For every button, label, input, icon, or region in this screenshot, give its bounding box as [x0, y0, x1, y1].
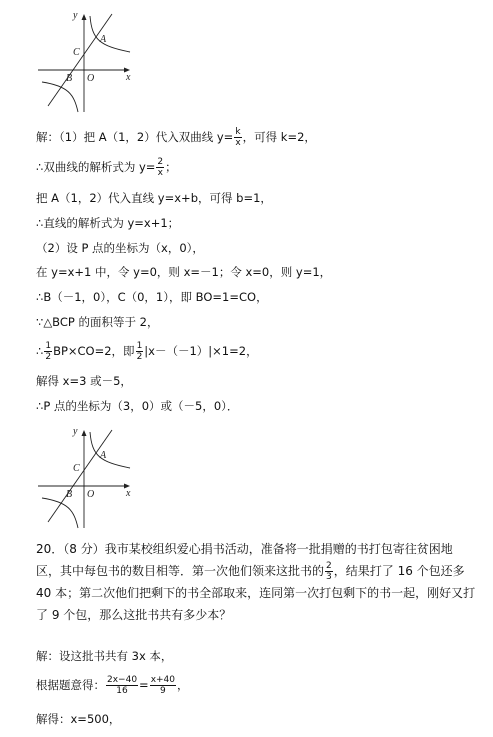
- label-A: A: [100, 34, 107, 45]
- label-y: y: [73, 10, 78, 21]
- line-y-x-plus-1: [48, 14, 112, 106]
- fraction-x-plus-40-over-9: $\frac{x+40}{9}$: [150, 675, 176, 696]
- y-axis-arrow-2: [82, 430, 87, 436]
- label-y-2: y: [73, 426, 78, 437]
- label-x: x: [126, 72, 131, 83]
- question-20-solution-2: 根据题意得： $\frac{2x-40}{16}$ = $\frac{x+40}{9}$ ，: [36, 675, 189, 696]
- y-axis-arrow: [82, 14, 87, 20]
- label-A-2: A: [100, 450, 107, 461]
- hyperbola-branch-lower-2: [42, 498, 78, 528]
- fraction-two-thirds: $\frac{2}{3}$: [326, 561, 332, 582]
- hyperbola-branch-upper: [90, 16, 130, 52]
- fraction-k-over-x: $\frac{k}{x}$: [235, 127, 241, 148]
- hyperbola-line-graph: [36, 6, 136, 116]
- question-20-solution-1: 解：设这批书共有 3x 本，: [36, 649, 173, 663]
- fraction-one-half-2: $\frac{1}{2}$: [136, 341, 143, 362]
- label-O: O: [87, 73, 95, 84]
- fraction-2x-minus-40-over-16: $\frac{2x-40}{16}$: [107, 675, 138, 696]
- line-y-x-plus-1-2: [48, 430, 112, 522]
- label-O-2: O: [87, 489, 95, 500]
- solution-line-7: ∴B（－1，0），C（0，1），即 BO=1=CO，: [36, 290, 268, 304]
- label-x-2: x: [126, 488, 131, 499]
- question-20-text: 20．（8 分）我市某校组织爱心捐书活动，准备将一批捐赠的书打包寄往贫困地区，其中每包书的数目相等．第一次他们领来这批书的 $\frac{2}{3}$ ，结果打了 16 个包还多 40 本；第二次他们把剩下的书全部取来，连同第一次打包剩下的书一起，刚好又打了 9 个包，那么这批书共有多少本？: [36, 542, 476, 622]
- solution-line-11: ∴P 点的坐标为（3，0）或（－5，0）．: [36, 399, 239, 413]
- label-C: C: [73, 47, 80, 58]
- solution-line-5: （2）设 P 点的坐标为（x，0），: [36, 241, 204, 255]
- fraction-2-over-x: $\frac{2}{x}$: [157, 157, 164, 178]
- fraction-one-half: $\frac{1}{2}$: [45, 341, 52, 362]
- label-C-2: C: [73, 463, 80, 474]
- hyperbola-branch-upper-2: [90, 432, 130, 468]
- solution-line-4: ∴直线的解析式为 y=x+1；: [36, 216, 180, 230]
- solution-line-3: 把 A（1，2）代入直线 y=x+b，可得 b=1，: [36, 191, 272, 205]
- solution-line-1: 解：（1）把 A（1，2）代入双曲线 y= $\frac{k}{x}$ ，可得 k=2，: [36, 127, 316, 148]
- label-B: B: [66, 73, 73, 84]
- hyperbola-line-graph-2: [36, 422, 136, 532]
- hyperbola-branch-lower: [42, 82, 78, 112]
- solution-line-2: ∴双曲线的解析式为 y= $\frac{2}{x}$ ；: [36, 157, 177, 178]
- graph-figure-1: [36, 6, 136, 120]
- solution-line-10: 解得 x=3 或－5，: [36, 374, 132, 388]
- solution-line-6: 在 y=x+1 中，令 y=0，则 x=－1；令 x=0，则 y=1，: [36, 265, 332, 279]
- graph-figure-2: [36, 422, 136, 536]
- solution-line-9: ∴ $\frac{1}{2}$ BP×CO=2，即 $\frac{1}{2}$ |x－（－1）|×1=2，: [36, 341, 258, 362]
- solution-line-8: ∵△BCP 的面积等于 2，: [36, 315, 159, 329]
- question-20-solution-3: 解得：x=500，: [36, 712, 121, 726]
- label-B-2: B: [66, 489, 73, 500]
